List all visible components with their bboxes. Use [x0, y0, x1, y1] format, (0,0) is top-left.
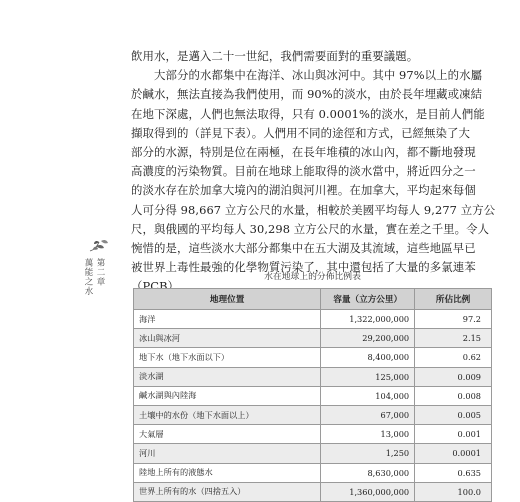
table-row [134, 405, 492, 424]
header-volume: 容量（立方公里） [321, 289, 415, 310]
cell-location: 河川 [134, 444, 321, 463]
table-row [134, 310, 492, 329]
table-row [134, 386, 492, 405]
cell-volume: 67,000 [321, 405, 415, 424]
paragraph-2-line: 惋惜的是，這些淡水大部分都集中在五大湖及其流域，這些地區早已 [131, 241, 476, 256]
chapter-title: 萬能之水 [83, 258, 93, 296]
cell-location: 世界上所有的水（四捨五入） [134, 482, 321, 501]
header-location: 地理位置 [134, 289, 321, 310]
cell-percent: 97.2 [415, 310, 492, 329]
table-row [134, 482, 492, 501]
header-percent: 所佔比例 [415, 289, 492, 310]
cell-location: 土壤中的水份（地下水面以上） [134, 405, 321, 424]
chapter-side-label [83, 258, 106, 296]
table-header-row [134, 289, 492, 310]
paragraph-2-line: 被世界上毒性最強的化學物質污染了，其中還包括了大量的多氯連苯 [131, 260, 476, 275]
chapter-number: 第二章 [95, 258, 105, 287]
cell-volume: 1,360,000,000 [321, 482, 415, 501]
water-distribution-table [133, 288, 492, 502]
paragraph-2-line: 的淡水存在於加拿大境內的湖泊與河川裡。在加拿大，平均起來每個 [131, 183, 476, 198]
paragraph-2-line: （PCB）。 [131, 279, 185, 294]
cell-volume: 125,000 [321, 367, 415, 386]
table-row [134, 348, 492, 367]
cell-location: 鹹水湖與內陸海 [134, 386, 321, 405]
cell-percent: 0.008 [415, 386, 492, 405]
cell-location: 地下水（地下水面以下） [134, 348, 321, 367]
cell-location: 海洋 [134, 310, 321, 329]
paragraph-2-line: 人可分得 98,667 立方公尺的水量，相較於美國平均每人 9,277 立方公 [131, 202, 496, 217]
table-row [134, 463, 492, 482]
paragraph-2-line: 於鹹水，無法直接為我們使用，而 90%的淡水，由於長年埋藏或凍結 [131, 87, 483, 102]
cell-volume: 1,250 [321, 444, 415, 463]
table-row [134, 367, 492, 386]
cell-volume: 8,630,000 [321, 463, 415, 482]
cell-location: 大氣層 [134, 425, 321, 444]
paragraph-2-line: 大部分的水都集中在海洋、冰山與冰河中。其中 97%以上的水屬 [154, 68, 483, 83]
cell-percent: 0.009 [415, 367, 492, 386]
cell-volume: 8,400,000 [321, 348, 415, 367]
paragraph-2-line: 高濃度的污染物質。目前在地球上能取得的淡水當中，將近四分之一 [131, 164, 476, 179]
cell-percent: 0.001 [415, 425, 492, 444]
cell-percent: 0.635 [415, 463, 492, 482]
table-caption: 水在地球上的分佈比例表 [264, 272, 361, 282]
paragraph-2-line: 尺，與俄國的平均每人 30,298 立方公尺的水量，實在差之千里。令人 [131, 221, 490, 236]
cell-volume: 1,322,000,000 [321, 310, 415, 329]
cell-volume: 29,200,000 [321, 329, 415, 348]
body-text [131, 47, 496, 297]
cell-percent: 0.0001 [415, 444, 492, 463]
leaf-ornament-icon [88, 238, 110, 254]
paragraph-1-tail: 飲用水，是邁入二十一世紀，我們需要面對的重要議題。 [131, 49, 419, 63]
paragraph-2-line: 在地下深處，人們也無法取得，只有 0.0001%的淡水，是目前人們能 [131, 106, 485, 121]
cell-percent: 0.62 [415, 348, 492, 367]
cell-volume: 104,000 [321, 386, 415, 405]
paragraph-2-line: 擷取得到的（詳見下表）。人們用不同的途徑和方式，已經無染了大 [131, 125, 471, 140]
cell-percent: 0.005 [415, 405, 492, 424]
cell-location: 冰山與冰河 [134, 329, 321, 348]
table-row [134, 329, 492, 348]
cell-location: 淡水湖 [134, 367, 321, 386]
cell-volume: 13,000 [321, 425, 415, 444]
cell-percent: 100.0 [415, 482, 492, 501]
cell-percent: 2.15 [415, 329, 492, 348]
paragraph-2-line: 部分的水源，特別是位在兩極，在長年堆積的冰山內，都不斷地發現 [131, 145, 476, 160]
table-row [134, 444, 492, 463]
table-row [134, 425, 492, 444]
cell-location: 陸地上所有的液態水 [134, 463, 321, 482]
